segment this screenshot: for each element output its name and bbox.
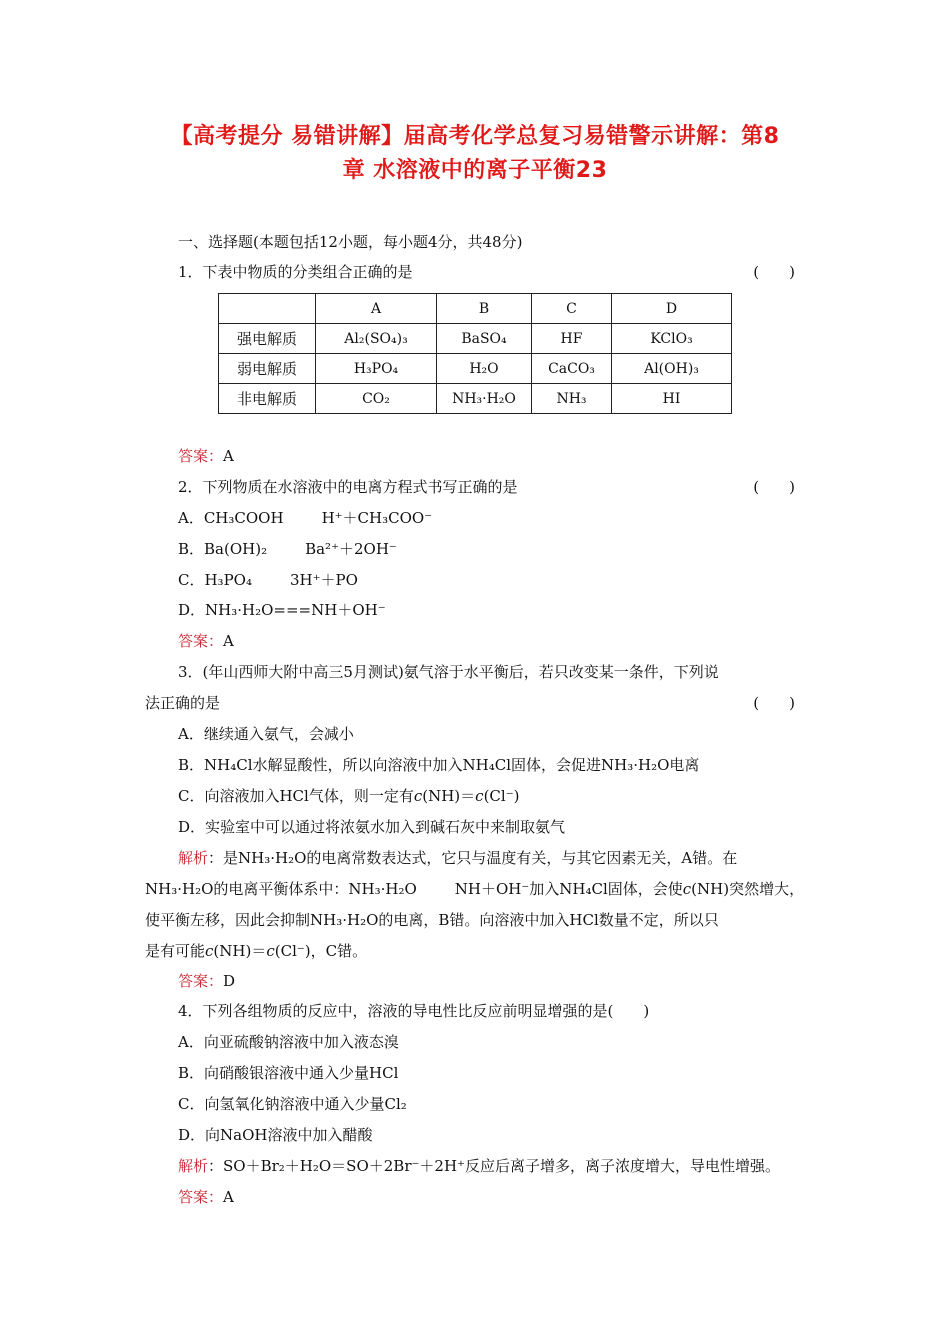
answer-value: D <box>223 972 236 990</box>
answer-value: A <box>223 447 234 465</box>
q4-analysis <box>178 1156 805 1176</box>
table-row-label: 弱电解质 <box>219 354 316 384</box>
q1-stem <box>178 262 805 282</box>
analysis-text: NH＋OH⁻加入NH₄Cl固体，会使 <box>454 880 683 898</box>
analysis-text: (NH)＝ <box>213 942 267 960</box>
q4-answer <box>178 1187 805 1207</box>
q2-stem-text: 2．下列物质在水溶液中的电离方程式书写正确的是 <box>178 478 518 496</box>
q1-answer-blank: ( ) <box>753 263 795 281</box>
concentration-symbol: c <box>475 787 484 805</box>
analysis-text: 是有可能 <box>145 942 206 960</box>
concentration-symbol: c <box>413 787 423 805</box>
q2-option-c <box>178 570 805 590</box>
q3-option-d: D．实验室中可以通过将浓氨水加入到碱石灰中来制取氨气 <box>178 818 566 836</box>
table-header-cell <box>219 294 316 324</box>
section-heading: 一、选择题(本题包括12小题，每小题4分，共48分) <box>178 233 523 251</box>
table-header-cell: B <box>437 294 532 324</box>
answer-label: 答案： <box>178 972 224 990</box>
table-cell: BaSO₄ <box>437 324 532 354</box>
q3-stem-text: 法正确的是 <box>145 694 221 712</box>
q4-option-d: D．向NaOH溶液中加入醋酸 <box>178 1126 373 1144</box>
table-cell: Al(OH)₃ <box>612 354 732 384</box>
table-cell: KClO₃ <box>612 324 732 354</box>
option-text: (NH)＝ <box>422 787 476 805</box>
title-line-2: 章 水溶液中的离子平衡23 <box>342 158 608 183</box>
q3-answer <box>178 971 805 991</box>
concentration-symbol: c <box>205 942 214 960</box>
q2-answer-blank: ( ) <box>753 478 795 496</box>
option-text: C．向溶液加入HCl气体，则一定有 <box>178 787 414 805</box>
option-formula: B．Ba(OH)₂ <box>178 540 268 558</box>
table-row <box>219 324 732 354</box>
option-formula: C．H₃PO₄ <box>178 571 252 589</box>
q2-option-d: D．NH₃·H₂O===NH＋OH⁻ <box>178 601 386 619</box>
q4-stem: 4．下列各组物质的反应中，溶液的导电性比反应前明显增强的是( ) <box>178 1002 650 1020</box>
table-header-row <box>219 294 732 324</box>
option-products: 3H⁺＋PO <box>289 571 358 589</box>
analysis-text: (Cl⁻)，C错。 <box>274 942 368 960</box>
q3-option-a: A．继续通入氨气，会减小 <box>178 725 354 743</box>
q3-stem-line-1: 3．(年山西师大附中高三5月测试)氨气溶于水平衡后，若只改变某一条件，下列说 <box>178 663 719 681</box>
q4-option-b: B．向硝酸银溶液中通入少量HCl <box>178 1064 399 1082</box>
classification-table <box>218 293 732 414</box>
table-header-cell: D <box>612 294 732 324</box>
table-row-label: 强电解质 <box>219 324 316 354</box>
q3-answer-blank: ( ) <box>753 694 795 712</box>
table-cell: NH₃·H₂O <box>437 384 532 414</box>
q3-analysis-line-4 <box>145 941 805 961</box>
answer-label: 答案： <box>178 632 224 650</box>
table-cell: H₃PO₄ <box>316 354 437 384</box>
analysis-text: (NH)突然增大， <box>691 880 805 898</box>
option-formula: A．CH₃COOH <box>178 509 284 527</box>
concentration-symbol: c <box>266 942 275 960</box>
q3-analysis-line-2 <box>145 879 805 899</box>
table-cell: Al₂(SO₄)₃ <box>316 324 437 354</box>
document-title <box>145 120 805 188</box>
analysis-label: 解析 <box>178 1157 209 1175</box>
table-row <box>219 354 732 384</box>
analysis-text: NH₃·H₂O的电离平衡体系中：NH₃·H₂O <box>145 880 417 898</box>
option-products: Ba²⁺＋2OH⁻ <box>305 540 397 558</box>
q3-option-b: B．NH₄Cl水解显酸性，所以向溶液中加入NH₄Cl固体，会促进NH₃·H₂O电离 <box>178 756 700 774</box>
table-cell: CO₂ <box>316 384 437 414</box>
q3-analysis-line-3: 使平衡左移，因此会抑制NH₃·H₂O的电离，B错。向溶液中加入HCl数量不定，所以只 <box>145 911 719 929</box>
option-text: (Cl⁻) <box>483 787 520 805</box>
answer-value: A <box>223 632 234 650</box>
table-row <box>219 384 732 414</box>
answer-label: 答案： <box>178 1188 224 1206</box>
q3-option-c <box>178 786 805 806</box>
q2-answer <box>178 631 805 651</box>
q2-option-a <box>178 508 805 528</box>
table-cell: H₂O <box>437 354 532 384</box>
q1-stem-text: 1．下表中物质的分类组合正确的是 <box>178 263 413 281</box>
answer-label: 答案： <box>178 447 224 465</box>
answer-value: A <box>223 1188 234 1206</box>
q1-answer <box>178 446 805 466</box>
analysis-text: ：是NH₃·H₂O的电离常数表达式，它只与温度有关，与其它因素无关，A错。在 <box>208 849 738 867</box>
analysis-text: ：SO＋Br₂＋H₂O＝SO＋2Br⁻＋2H⁺反应后离子增多，离子浓度增大，导电性增强。 <box>208 1157 780 1175</box>
q4-option-a: A．向亚硫酸钠溶液中加入液态溴 <box>178 1033 399 1051</box>
q3-analysis-line-1 <box>178 848 805 868</box>
q2-stem <box>178 477 805 497</box>
q3-stem-line-2 <box>145 693 805 713</box>
table-cell: HF <box>532 324 612 354</box>
table-cell: NH₃ <box>532 384 612 414</box>
table-cell: CaCO₃ <box>532 354 612 384</box>
table-header-cell: C <box>532 294 612 324</box>
concentration-symbol: c <box>682 880 692 898</box>
analysis-label: 解析 <box>178 849 209 867</box>
option-products: H⁺＋CH₃COO⁻ <box>321 509 433 527</box>
q4-option-c: C．向氢氧化钠溶液中通入少量Cl₂ <box>178 1095 407 1113</box>
q2-option-b <box>178 539 805 559</box>
table-cell: HI <box>612 384 732 414</box>
table-row-label: 非电解质 <box>219 384 316 414</box>
table-header-cell: A <box>316 294 437 324</box>
title-line-1: 【高考提分 易错讲解】届高考化学总复习易错警示讲解：第8 <box>170 124 780 149</box>
